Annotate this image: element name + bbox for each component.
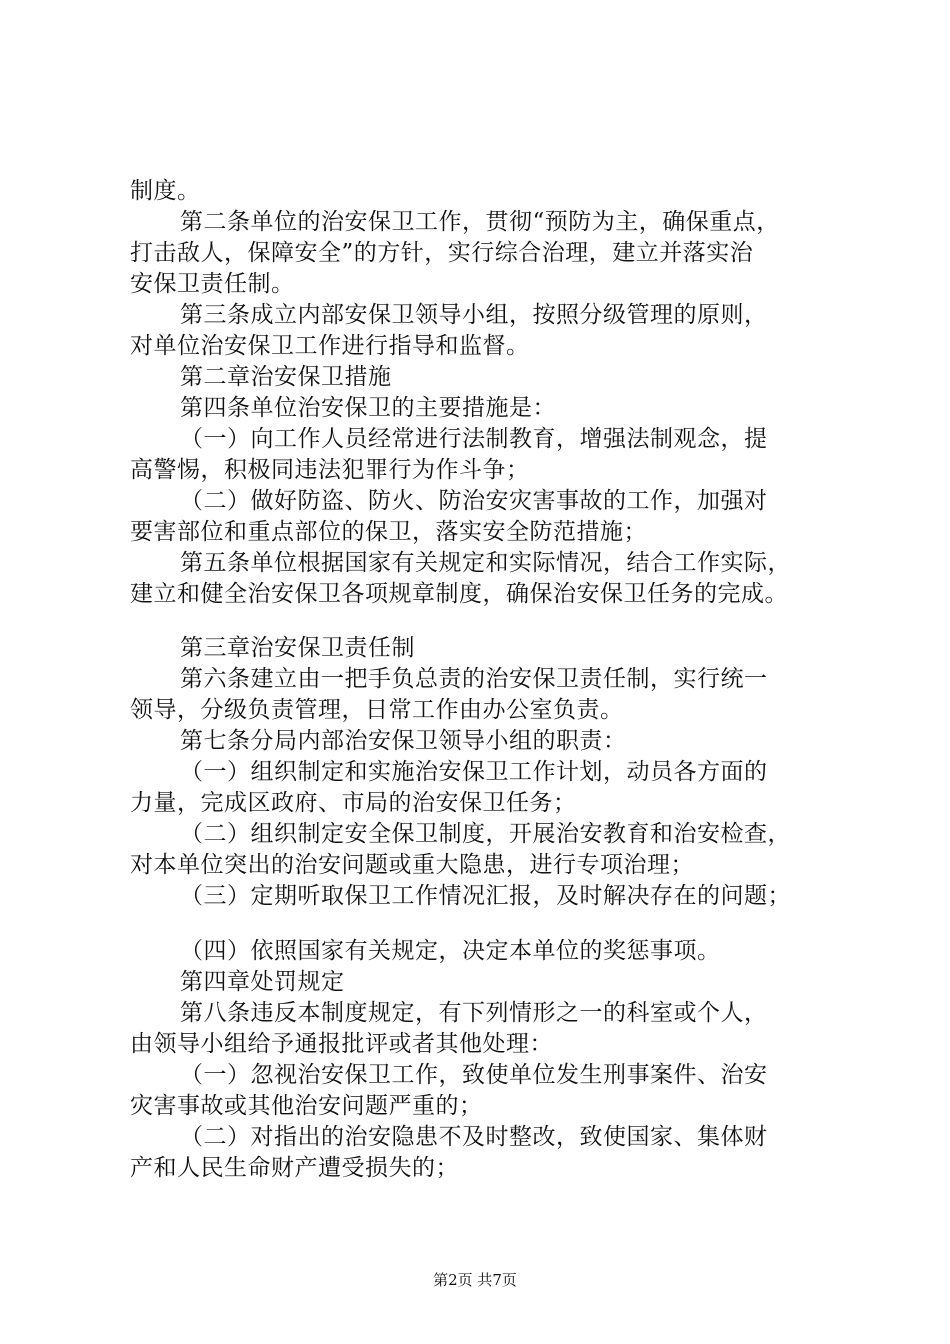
text-line: 产和人民生命财产遭受损失的； xyxy=(130,1155,459,1181)
text-line: 第四条单位治安保卫的主要措施是： xyxy=(180,395,556,421)
text-line: 第三条成立内部安保卫领导小组，按照分级管理的原则， xyxy=(180,302,768,328)
text-line: （一）组织制定和实施治安保卫工作计划，动员各方面的 xyxy=(180,759,768,785)
text-line: 由领导小组给予通报批评或者其他处理： xyxy=(130,1031,553,1057)
text-line: （二）做好防盗、防火、防治安灾害事故的工作，加强对 xyxy=(180,488,768,514)
text-line: （二）组织制定安全保卫制度，开展治安教育和治安检查， xyxy=(180,821,791,847)
text-line: （四）依照国家有关规定，决定本单位的奖惩事项。 xyxy=(180,938,721,964)
text-line: 打击敌人，保障安全”的方针，实行综合治理，建立并落实治 xyxy=(130,240,754,266)
text-line: 建立和健全治安保卫各项规章制度，确保治安保卫任务的完成。 xyxy=(130,581,788,607)
chapter-heading: 第三章治安保卫责任制 xyxy=(180,635,415,661)
text-line: 第五条单位根据国家有关规定和实际情况，结合工作实际， xyxy=(180,550,791,576)
text-line: （二）对指出的治安隐患不及时整改，致使国家、集体财 xyxy=(180,1124,768,1150)
text-line: 灾害事故或其他治安问题严重的； xyxy=(130,1093,483,1119)
text-line: 要害部位和重点部位的保卫，落实安全防范措施； xyxy=(130,519,647,545)
chapter-heading: 第二章治安保卫措施 xyxy=(180,364,392,390)
chapter-heading: 第四章处罚规定 xyxy=(180,969,345,995)
text-line: 高警惕，积极同违法犯罪行为作斗争； xyxy=(130,457,530,483)
text-line: （一）向工作人员经常进行法制教育，增强法制观念，提 xyxy=(180,426,768,452)
text-line: 对本单位突出的治安问题或重大隐患，进行专项治理； xyxy=(130,852,694,878)
text-line: （一）忽视治安保卫工作，致使单位发生刑事案件、治安 xyxy=(180,1062,768,1088)
text-line: 制度。 xyxy=(130,178,201,204)
text-line: 安保卫责任制。 xyxy=(130,271,295,297)
text-line: （三）定期听取保卫工作情况汇报，及时解决存在的问题； xyxy=(180,883,791,909)
text-line: 力量，完成区政府、市局的治安保卫任务； xyxy=(130,790,577,816)
text-line: 第七条分局内部治安保卫领导小组的职责： xyxy=(180,728,627,754)
text-line: 第六条建立由一把手负总责的治安保卫责任制，实行统一 xyxy=(180,666,768,692)
text-line: 对单位治安保卫工作进行指导和监督。 xyxy=(130,333,530,359)
text-line: 第二条单位的治安保卫工作，贯彻“预防为主，确保重点， xyxy=(180,209,780,235)
text-line: 第八条违反本制度规定，有下列情形之一的科室或个人， xyxy=(180,1000,768,1026)
text-line: 领导，分级负责管理，日常工作由办公室负责。 xyxy=(130,697,624,723)
page-number-footer: 第2页 共7页 xyxy=(433,1271,517,1289)
